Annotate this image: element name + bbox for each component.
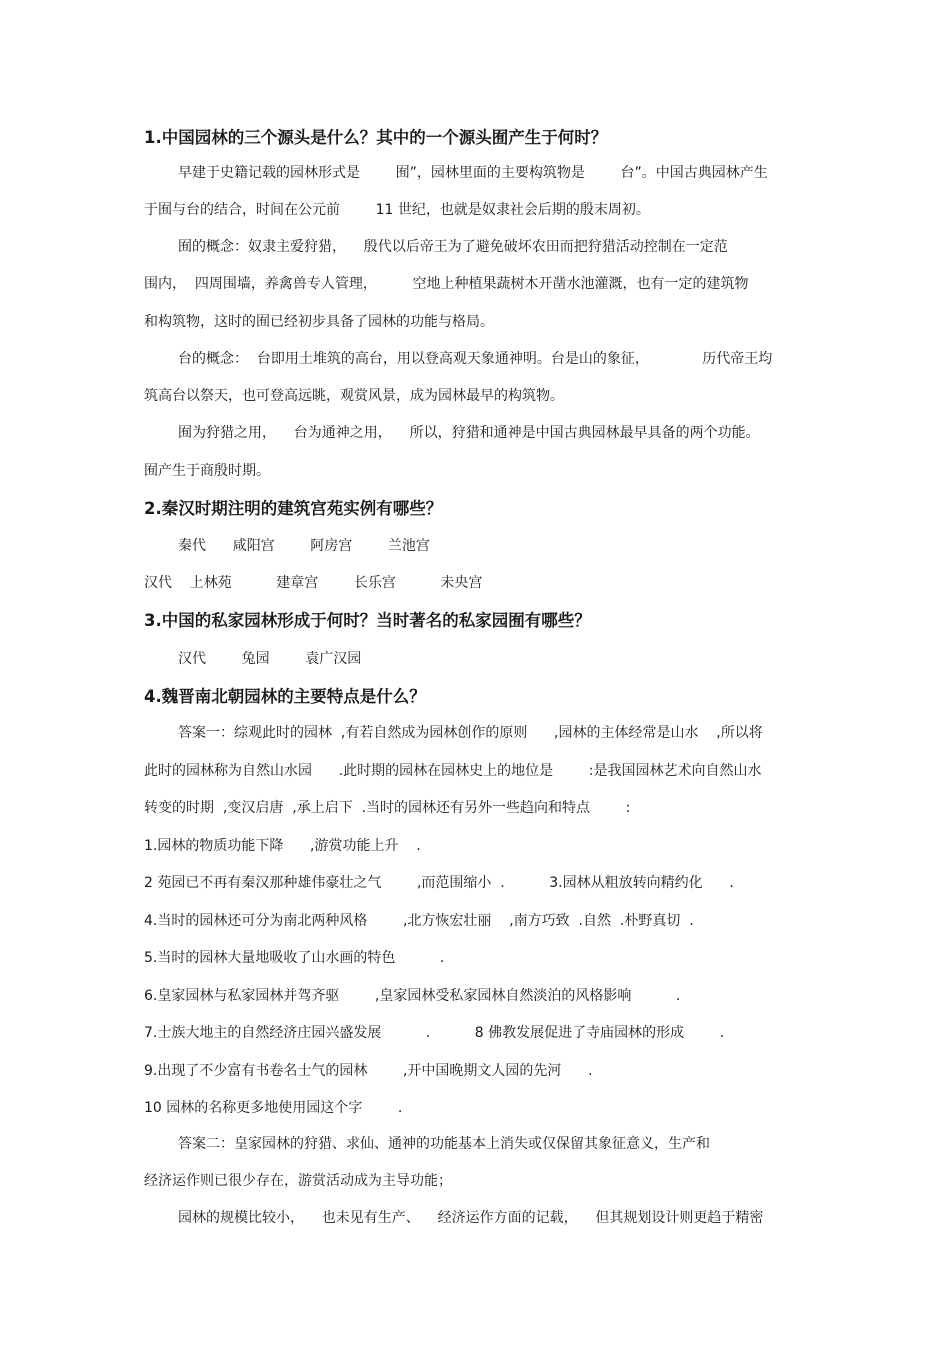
list-item: 2 苑园已不再有秦汉那种雄伟豪壮之气 ,而范围缩小 . 3.园林从粗放转向精约化 .: [144, 875, 734, 891]
paragraph-line: 囿的概念：奴隶主爱狩猎， 殷代以后帝王为了避免破坏农田而把狩猎活动控制在一定范: [178, 239, 728, 255]
paragraph-line: 台的概念： 台即用土堆筑的高台，用以登高观天象通神明。台是山的象征， 历代帝王均: [178, 351, 773, 367]
paragraph-line: 早建于史籍记载的园林形式是 囿”，园林里面的主要构筑物是 台”。中国古典园林产生: [178, 165, 768, 181]
paragraph-line: 汉代 兔园 袁广汉园: [178, 651, 362, 667]
paragraph-line: 园林的规模比较小， 也未见有生产、 经济运作方面的记载， 但其规划设计则更趋于精密: [178, 1210, 764, 1226]
list-item: 4.当时的园林还可分为南北两种风格 ,北方恢宏壮丽 ,南方巧致 .自然 .朴野真切 .: [144, 913, 694, 929]
paragraph-line: 答案一：综观此时的园林 ,有若自然成为园林创作的原则 ,园林的主体经常是山水 ,所以将: [178, 725, 763, 741]
paragraph-line: 筑高台以祭天，也可登高远眺，观赏风景，成为园林最早的构筑物。: [144, 388, 564, 404]
paragraph-line: 汉代 上林苑 建章宫 长乐宫 未央宫: [144, 575, 483, 591]
list-item: 1.园林的物质功能下降 ,游赏功能上升 .: [144, 838, 421, 854]
question-2-heading: 2.秦汉时期注明的建筑宫苑实例有哪些？: [144, 499, 443, 518]
paragraph-line: 转变的时期 ,变汉启唐 ,承上启下 .当时的园林还有另外一些趋向和特点 :: [144, 800, 631, 816]
list-item: 9.出现了不少富有书卷名士气的园林 ,开中国晚期文人园的先河 .: [144, 1063, 593, 1079]
list-item: 6.皇家园林与私家园林并驾齐驱 ,皇家园林受私家园林自然淡泊的风格影响 .: [144, 988, 681, 1004]
list-item: 5.当时的园林大量地吸收了山水画的特色 .: [144, 950, 445, 966]
question-4-heading: 4.魏晋南北朝园林的主要特点是什么？: [144, 687, 426, 706]
paragraph-line: 此时的园林称为自然山水园 .此时期的园林在园林史上的地位是 :是我国园林艺术向自然山水: [144, 763, 762, 779]
question-1-heading: 1.中国园林的三个源头是什么？其中的一个源头囿产生于何时？: [144, 128, 608, 147]
list-item: 10 园林的名称更多地使用园这个字 .: [144, 1100, 403, 1116]
paragraph-line: 秦代 咸阳宫 阿房宫 兰池宫: [178, 538, 430, 554]
list-item: 7.士族大地主的自然经济庄园兴盛发展 . 8 佛教发展促进了寺庙园林的形成 .: [144, 1025, 725, 1041]
paragraph-line: 围内， 四周围墙，养禽兽专人管理， 空地上种植果蔬树木开凿水池灌溉，也有一定的建筑物: [144, 276, 749, 292]
paragraph-line: 答案二：皇家园林的狩猎、求仙、通神的功能基本上消失或仅保留其象征意义，生产和: [178, 1136, 710, 1152]
question-3-heading: 3.中国的私家园林形成于何时？当时著名的私家园囿有哪些？: [144, 611, 591, 630]
paragraph-line: 囿为狩猎之用， 台为通神之用， 所以，狩猎和通神是中国古典园林最早具备的两个功能。: [178, 425, 760, 441]
paragraph-line: 和构筑物，这时的囿已经初步具备了园林的功能与格局。: [144, 314, 494, 330]
paragraph-line: 经济运作则已很少存在，游赏活动成为主导功能；: [144, 1173, 452, 1189]
paragraph-line: 于囿与台的结合，时间在公元前 11 世纪，也就是奴隶社会后期的殷末周初。: [144, 202, 650, 218]
paragraph-line: 囿产生于商殷时期。: [144, 463, 270, 479]
